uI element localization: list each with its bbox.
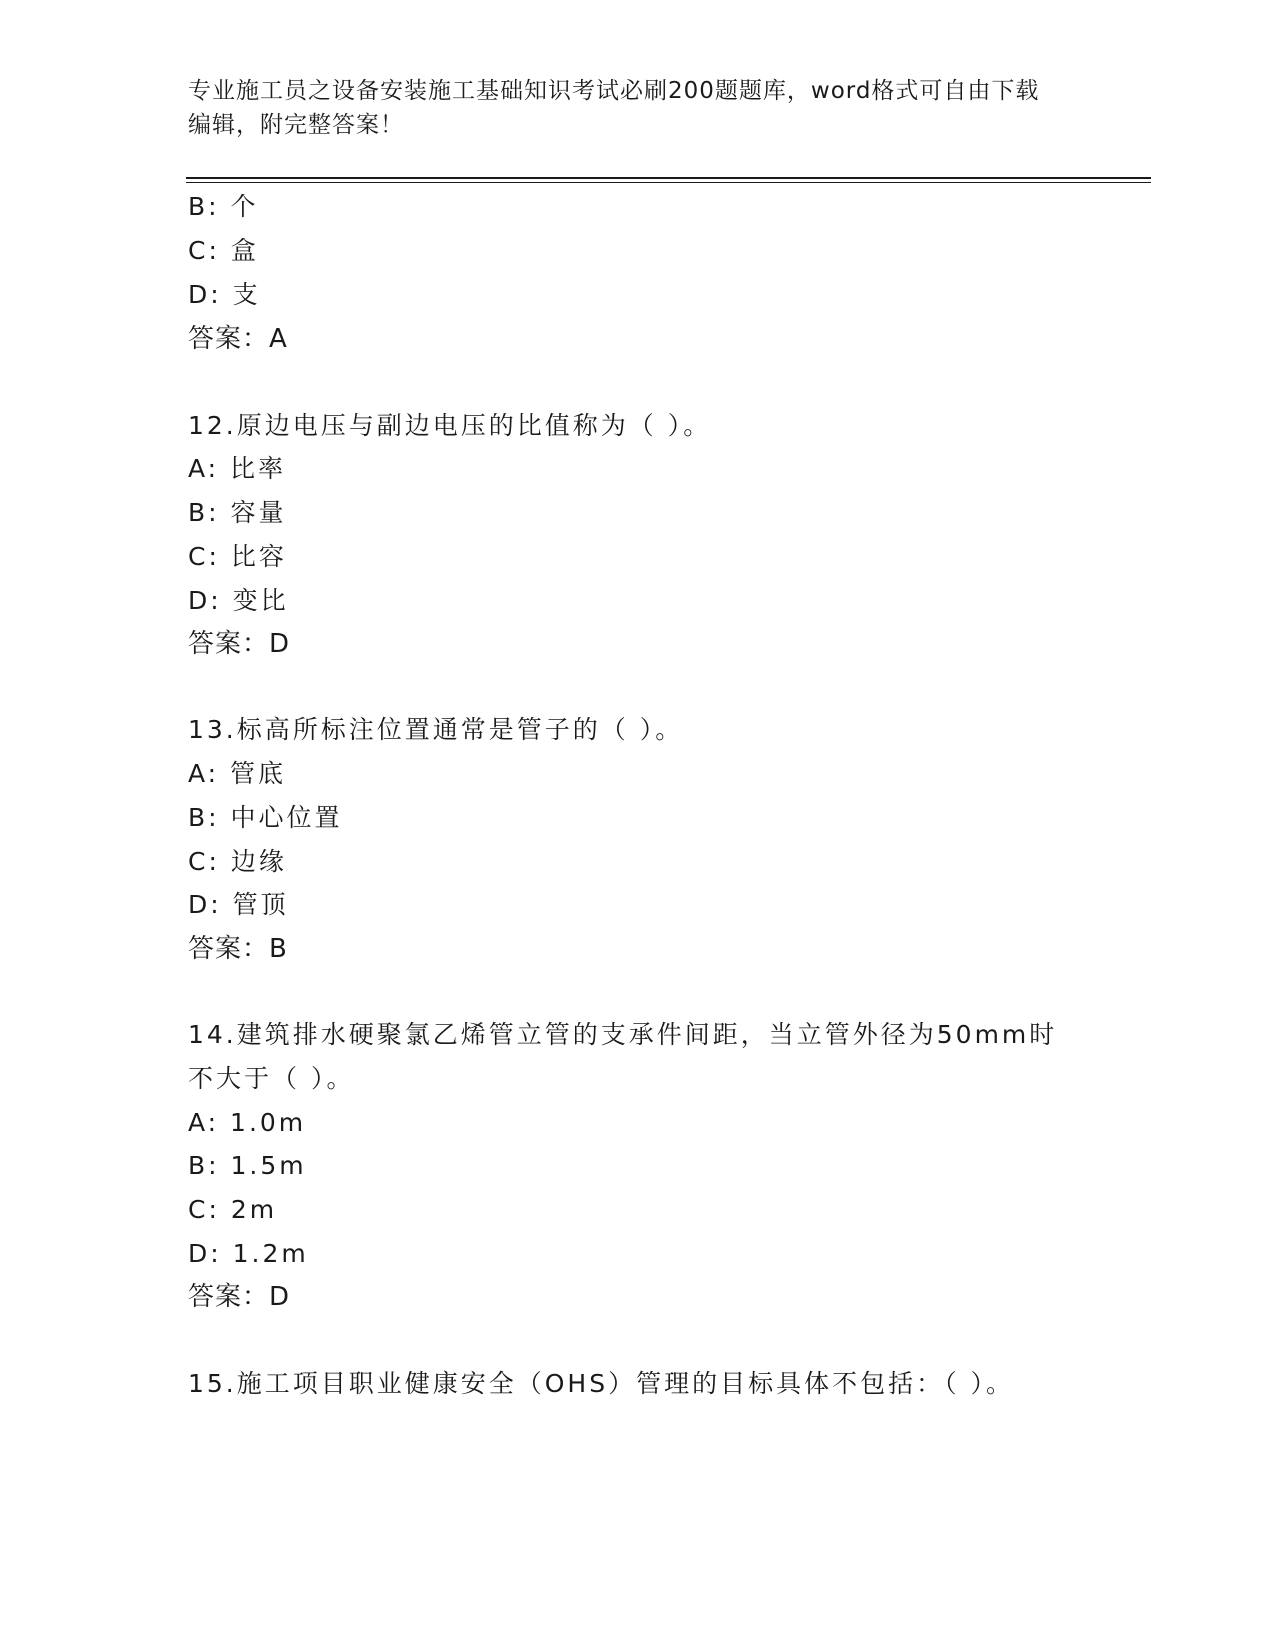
q13-question: 13.标高所标注位置通常是管子的（ ）。: [188, 715, 684, 744]
q11-option-c: C: 盒: [188, 236, 259, 265]
q15-question: 15.施工项目职业健康安全（OHS）管理的目标具体不包括：（ ）。: [188, 1369, 1015, 1398]
q12-option-a: A: 比率: [188, 454, 287, 483]
q13-option-c: C: 边缘: [188, 847, 287, 876]
q13-option-d: D: 管顶: [188, 890, 289, 919]
document-header: [188, 74, 1068, 142]
header-divider-thin: [186, 182, 1151, 183]
q12-option-c: C: 比容: [188, 542, 287, 571]
q13-option-b: B: 中心位置: [188, 803, 343, 832]
q13-option-a: A: 管底: [188, 759, 287, 788]
q14-option-a: A: 1.0m: [188, 1108, 307, 1137]
q11-option-d: D: 支: [188, 280, 261, 309]
q14-question-line-1: 14.建筑排水硬聚氯乙烯管立管的支承件间距，当立管外径为50mm时: [188, 1020, 1058, 1049]
header-line-2: 编辑，附完整答案！: [188, 112, 404, 138]
q11-answer: 答案：A: [188, 324, 288, 354]
q14-question-line-2: 不大于（ ）。: [188, 1064, 355, 1093]
header-divider-thick: [186, 177, 1151, 179]
q14-option-b: B: 1.5m: [188, 1151, 307, 1180]
q14-option-c: C: 2m: [188, 1195, 278, 1224]
header-line-1: 专业施工员之设备安装施工基础知识考试必刷200题题库，word格式可自由下载: [188, 78, 1040, 104]
q14-option-d: D: 1.2m: [188, 1239, 309, 1268]
q11-option-b: B: 个: [188, 192, 259, 221]
q12-answer: 答案：D: [188, 629, 291, 659]
q14-answer: 答案：D: [188, 1282, 291, 1312]
q12-option-b: B: 容量: [188, 498, 287, 527]
q13-answer: 答案：B: [188, 934, 288, 964]
q12-option-d: D: 变比: [188, 586, 289, 615]
q12-question: 12.原边电压与副边电压的比值称为（ ）。: [188, 411, 712, 440]
